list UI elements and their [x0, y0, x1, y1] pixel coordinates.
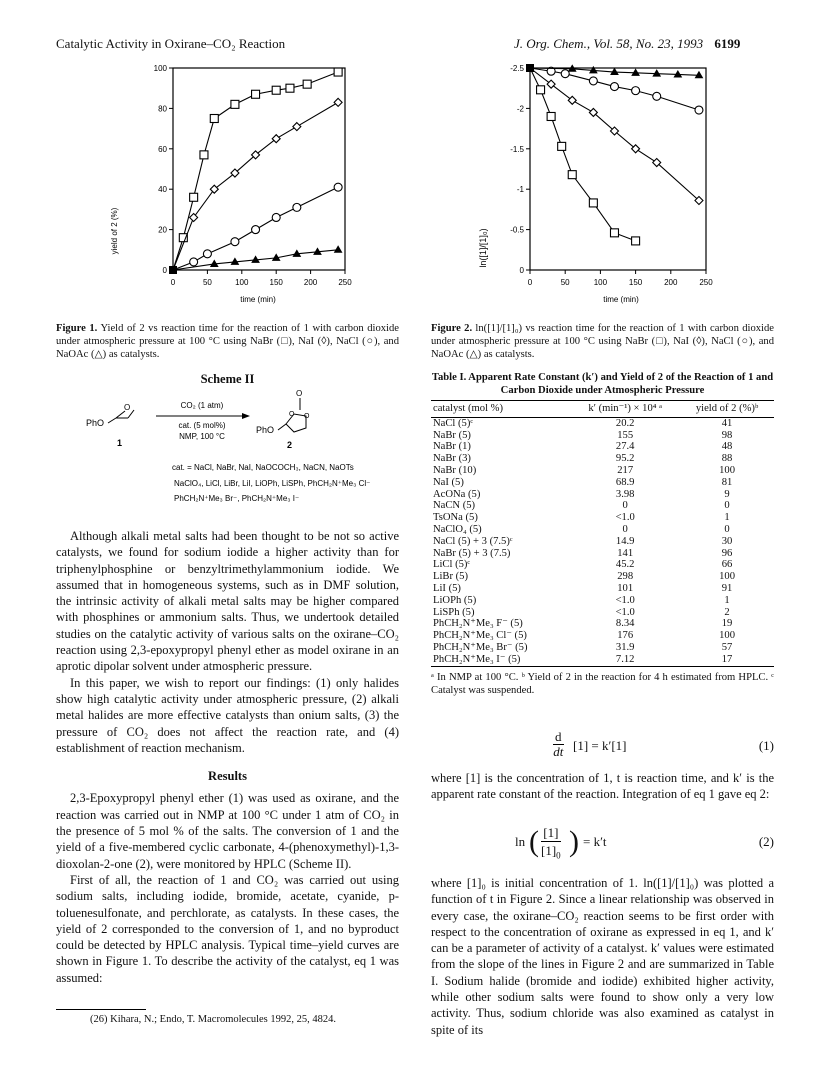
fig2-x-tick-label: 0: [527, 278, 533, 287]
table-row: [431, 583, 774, 595]
fig2-y-tick-label: -0.5: [510, 225, 524, 235]
table-cell: 7.12: [570, 654, 680, 666]
table-cell: 91: [721, 582, 733, 594]
fig1-point-square: [231, 100, 239, 108]
fig1-point-diamond: [293, 123, 301, 131]
table-cell: PhCH₂N⁺Me₃ Br⁻ (5): [433, 641, 528, 653]
fig1-y-tick-label: 60: [158, 144, 167, 154]
table-cell: PhCH₂N⁺Me₃ I⁻ (5): [431, 654, 570, 666]
table-row: [431, 524, 774, 536]
table-row: [431, 500, 774, 512]
fig2-point-square: [632, 237, 640, 245]
table-cell: 1: [724, 594, 730, 606]
fig1-point-triangle: [335, 246, 342, 252]
footnote-divider: [56, 1009, 146, 1010]
fig1-point-circle: [231, 238, 239, 246]
fig1-point-circle: [293, 203, 301, 211]
fig1-x-tick-label: 250: [338, 278, 352, 287]
fig2-ylabel: [478, 228, 488, 267]
arrow-below-text-1: cat. (5 mol%): [178, 421, 226, 430]
table-row: [431, 536, 774, 548]
table-cell: 68.9: [615, 476, 635, 488]
fig1-point-circle: [252, 226, 260, 234]
table-row: [431, 618, 774, 630]
fig2-y-tick-label: -1.5: [510, 144, 524, 154]
catalyst-line-3: PhCH₂N⁺Me₃ Br⁻, PhCH₂N⁺Me₃ I⁻: [174, 494, 300, 503]
running-header-left: Catalytic Activity in Oxirane–CO₂ Reaction: [56, 36, 286, 51]
fig1-point-square: [272, 86, 280, 94]
table-cell: 155: [617, 429, 634, 441]
table-cell: 0: [724, 500, 730, 512]
table-cell: 100: [719, 571, 735, 583]
table-cell: 3.98: [615, 488, 635, 500]
fig1-x-tick-label: 100: [235, 278, 249, 287]
table-cell: TsONa (5): [433, 512, 478, 524]
table-header-cell: yield of 2 (%)ᵇ: [680, 401, 774, 418]
paragraph-intro-1: Although alkali metal salts had been thought to be not so active catalysts, we found for sodium iodide a higher activity than for triphenylphosphine or benzyltrimethylammonium iodide. We assumed that in homogeneous systems, such as in DMF solution, the intrinsic activity of alkali metal salts may be higher compared with phosphines or ammonium salts. Thus, we undertook detailed studies on the catalytic activity of various salts on the oxirane–CO₂ reaction using 2,3-epoxypropyl phenyl ether as model oxirane in an aprotic dipolar solvent under atmospheric pressure.: [56, 529, 399, 674]
table-cell: <1.0: [615, 512, 635, 524]
table-row: [431, 630, 774, 642]
table-cell: 81: [721, 476, 733, 488]
fig2-point-circle: [653, 92, 661, 100]
equation-2-rhs: = k′t: [583, 834, 607, 849]
fig1-y-tick-label: 0: [162, 266, 167, 275]
table-cell: 17: [680, 654, 774, 666]
table-1-footnote: ᵃ In NMP at 100 °C. ᵇ Yield of 2 in the reaction for 4 h estimated from HPLC. ᶜ Catalyst was suspended.: [431, 671, 774, 696]
figure-2-caption-label: Figure 2.: [431, 323, 473, 334]
fig2-x-tick-label: 100: [593, 278, 608, 287]
table-cell: LiBr (5): [433, 571, 469, 583]
fig1-point-circle: [190, 258, 198, 266]
running-header-right: [514, 36, 740, 52]
left-column-body: [56, 528, 399, 986]
table-row: [431, 642, 774, 654]
catalyst-line-2: NaClO₄, LiCl, LiBr, LiI, LiOPh, LiSPh, PhCH₂N⁺Me₃ Cl⁻: [174, 479, 371, 488]
table-cell: PhCH₂N⁺Me₃ F⁻ (5): [433, 618, 523, 630]
fig2-x-tick-label: 50: [560, 278, 570, 287]
table-cell: 298: [617, 571, 634, 583]
figure-1-caption: [56, 322, 399, 361]
table-cell: 96: [721, 547, 733, 559]
table-cell: 95.2: [615, 453, 635, 465]
eq2-fraction: [1] $[1]_0$: [541, 825, 561, 861]
fig2-point-circle: [695, 106, 703, 114]
fig1-point-square: [303, 80, 311, 88]
catalyst-line-1: cat. = NaCl, NaBr, NaI, NaOCOCH₃, NaCN, NaOTs: [172, 463, 354, 472]
table-row: [431, 607, 774, 619]
arrow-below-text-2: NMP, 100 °C: [179, 432, 225, 441]
table-row: [431, 571, 774, 583]
table-cell: LiOPh (5): [433, 594, 477, 606]
table-cell: 0: [622, 523, 628, 535]
table-cell: 141: [617, 547, 634, 559]
table-cell: NaBr (5): [433, 429, 471, 441]
fig1-point-circle: [272, 213, 280, 221]
fig1-y-tick-label: 80: [158, 104, 167, 114]
results-heading: Results: [208, 769, 247, 784]
figure-1-chart: [95, 58, 385, 313]
fig2-point-square: [589, 199, 597, 207]
table-cell: 66: [721, 559, 733, 571]
fig1-origin-point: [169, 266, 177, 274]
fig1-x-tick-label: 0: [170, 278, 176, 287]
table-cell: NaBr (5) + 3 (7.5): [433, 547, 511, 559]
fig2-point-square: [558, 142, 566, 150]
fig2-y-tick-label: 0: [519, 266, 524, 275]
table-cell: 31.9: [615, 641, 635, 653]
equation-1-number: (1): [758, 738, 774, 753]
fig1-x-tick-label: 150: [269, 278, 283, 287]
table-cell: 100: [719, 630, 735, 642]
table-cell: 48: [721, 441, 733, 453]
page-number: 6199: [714, 36, 741, 51]
equation-2: ln ( [1] $[1]_0$ ) = k′t (2): [431, 822, 774, 866]
table-cell: 20.2: [615, 417, 635, 429]
fig2-y-tick-label: -2: [516, 104, 524, 114]
table-row: [431, 654, 774, 666]
table-row: [431, 417, 774, 429]
table-cell: LiCl (5)ᶜ: [433, 559, 471, 571]
fig2-point-square: [537, 86, 545, 94]
table-cell: 27.4: [615, 441, 635, 453]
figure-1-caption-label: Figure 1.: [56, 323, 98, 334]
figure-2-caption-text: ln([1]/[1]₀) vs reaction time for the reaction of 1 with carbon dioxide under atmospheric pressure at 100 °C using NaBr (□), NaI (◊), NaCl (○), and NaOAc (△) as catalysts.: [431, 323, 774, 360]
fig2-plot-frame: [530, 68, 706, 270]
paragraph-intro-2: In this paper, we wish to report our findings: (1) only halides show high catalytic activity under atmospheric pressure, (2) alkali metal halides are more effective catalysts than onium salts, (3) the pressure of CO₂ does not affect the reaction rate, and (4) establishment of reaction mechanism.: [56, 675, 399, 755]
equation-2-number: (2): [758, 834, 774, 849]
table-cell: NaClO₄ (5): [433, 523, 482, 535]
table-cell: LiI (5): [433, 582, 461, 594]
equation-1-body: [1] = k′[1]: [573, 738, 627, 753]
fig2-x-tick-label: 250: [699, 278, 713, 287]
table-row: [431, 595, 774, 607]
fig1-x-tick-label: 200: [303, 278, 318, 287]
svg-text:O: O: [296, 389, 303, 398]
table-cell: 14.9: [615, 535, 635, 547]
table-cell: NaI (5): [433, 476, 464, 488]
table-cell: NaCl (5)ᶜ: [433, 417, 474, 429]
figure-2-chart: [468, 58, 758, 313]
table-cell: PhCH₂N⁺Me₃ Cl⁻ (5): [433, 630, 527, 642]
product-pho-label: PhO: [256, 425, 275, 435]
right-paragraph-1: where [1] is the concentration of 1, t is reaction time, and k′ is the apparent rate constant of the reaction. Integration of eq 1 gave eq 2:: [431, 771, 774, 802]
table-cell: 19: [721, 618, 733, 630]
fig1-xlabel: time (min): [240, 295, 276, 304]
table-cell: 0: [622, 500, 628, 512]
reactant-pho-label: PhO: [86, 418, 105, 428]
derivative-operator: d dt: [553, 729, 564, 759]
right-paragraph-2: where [1]₀ is initial concentration of 1. ln([1]/[1]₀) was plotted a function of t in Figure 2. Since a linear relationship was observed in every case, the oxirane–CO₂ reaction seems to be first order with respect to the concentration of oxirane as expressed in eq 1, and k′ can be a parameter of activity of a catalyst. k′ values were estimated from the slope of the lines in Figure 2 and are summarized in Table I. Sodium halide (bromide and iodide) exhibited higher activity, while other sodium salts were found to show only a very low activity. Thus, sodium chloride was also examined as catalyst in spite of its: [431, 876, 774, 1037]
eq2-ln: ln: [515, 834, 526, 849]
fig2-point-circle: [610, 83, 618, 91]
table-cell: LiSPh (5): [433, 606, 475, 618]
table-header-cell: k′ (min⁻¹) × 10⁴ ᵃ: [570, 401, 680, 418]
table-cell: 176: [617, 630, 634, 642]
fig2-ylabel-text: ln([1]/[1]₀): [478, 228, 488, 268]
table-row: [431, 512, 774, 524]
table-1: [431, 371, 774, 697]
fig2-point-circle: [632, 87, 640, 95]
fig2-xlabel: time (min): [603, 295, 639, 304]
scheme-title: Scheme II: [200, 372, 255, 386]
table-cell: 2: [724, 606, 730, 618]
fig1-point-square: [334, 68, 342, 76]
svg-text:O: O: [289, 411, 295, 418]
table-cell: 101: [617, 582, 634, 594]
table-cell: 30: [721, 535, 733, 547]
figure-1-caption-text: Yield of 2 vs reaction time for the reaction of 1 with carbon dioxide under atmospheric pressure at 100 °C using NaBr (□), NaI (◊), NaCl (○), and NaOAc (△) as catalysts.: [56, 323, 399, 360]
table-row: [431, 489, 774, 501]
product-carbonate: [256, 389, 310, 435]
table-cell: 45.2: [615, 559, 635, 571]
arrow-above-text: CO₂ (1 atm): [180, 401, 224, 410]
table-cell: <1.0: [615, 606, 635, 618]
fig1-point-diamond: [334, 98, 342, 106]
fig1-ylabel: yield of 2 (%): [110, 207, 119, 255]
table-cell: NaBr (3): [433, 453, 471, 465]
fig1-point-diamond: [190, 213, 198, 221]
fig2-x-tick-label: 150: [628, 278, 643, 287]
svg-text:O: O: [304, 413, 310, 420]
paragraph-results-1: 2,3-Epoxypropyl phenyl ether (1) was used as oxirane, and the reaction was carried out in NMP at 100 °C under 1 atm of CO₂ in the presence of 5 mol % of the salts. The conversion of 1 and the yield of a five-membered cyclic carbonate, 4-(phenoxymethyl)-1,3-dioxolan-2-one (2), were monitored by HPLC (Scheme II).: [56, 791, 399, 871]
paragraph-results-2: First of all, the reaction of 1 and CO₂ was carried out using sodium salts, including iodide, bromide, acetate, cyanide, p-toluenesulfonate, and perchlorate, as catalysts. In these cases, the yield of 2 corresponded to the conversion of 1, and no byproduct could be detected by HPLC analysis. Typical time–yield curves are shown in Figure 1. To describe the activity of the catalyst, eq 1 was assumed:: [56, 872, 399, 985]
table-cell: 1: [724, 512, 730, 524]
table-cell: 41: [721, 417, 733, 429]
fig1-point-square: [286, 84, 294, 92]
footnote-26: (26) Kihara, N.; Endo, T. Macromolecules 1992, 25, 4824.: [90, 1014, 337, 1025]
table-row: [431, 441, 774, 453]
fig2-point-square: [610, 229, 618, 237]
reactant-epoxide: [86, 403, 134, 428]
table-cell: NaBr (1): [433, 441, 471, 453]
table-cell: 9: [724, 488, 730, 500]
fig1-y-tick-label: 40: [158, 185, 167, 195]
table-row: [431, 548, 774, 560]
fig1-series-line-diamond: [173, 102, 338, 270]
scheme-ii-diagram: [84, 388, 394, 518]
table-row: [431, 477, 774, 489]
table-cell: 8.34: [615, 618, 635, 630]
fig1-series-line-square: [173, 72, 338, 270]
table-cell: 57: [721, 641, 733, 653]
table-header-cell: catalyst (mol %): [431, 401, 570, 418]
fig1-point-circle: [203, 250, 211, 258]
table-row: [431, 559, 774, 571]
fig1-y-tick-label: 20: [158, 225, 167, 235]
fig1-point-square: [190, 193, 198, 201]
table-cell: 88: [721, 453, 733, 465]
reactant-number: 1: [117, 438, 123, 448]
table-cell: 0: [724, 523, 730, 535]
fig2-point-circle: [589, 77, 597, 85]
fig2-series-line-square: [530, 68, 636, 241]
table-1-title: Table I. Apparent Rate Constant (k′) and Yield of 2 of the Reaction of 1 and Carbon Dioxide under Atmospheric Pressure: [431, 372, 774, 396]
fig1-point-square: [252, 90, 260, 98]
table-row: [431, 465, 774, 477]
table-cell: NaCl (5) + 3 (7.5)ᶜ: [433, 535, 513, 547]
fig1-point-square: [200, 151, 208, 159]
table-1-grid: [431, 400, 774, 667]
table-cell: 217: [617, 464, 634, 476]
table-cell: AcONa (5): [433, 488, 481, 500]
fig2-point-square: [568, 171, 576, 179]
table-cell: 100: [719, 464, 735, 476]
fig2-origin-point: [526, 64, 534, 72]
fig2-point-circle: [561, 70, 569, 78]
fig1-point-square: [210, 115, 218, 123]
figure-2-caption: [431, 322, 774, 361]
table-cell: <1.0: [615, 594, 635, 606]
table-row: [431, 430, 774, 442]
table-cell: 98: [721, 429, 733, 441]
table-row: [431, 453, 774, 465]
fig2-y-tick-label: -1: [516, 185, 524, 195]
fig1-x-tick-label: 50: [202, 278, 212, 287]
fig1-y-tick-label: 100: [153, 64, 167, 73]
table-cell: NaCN (5): [433, 500, 476, 512]
journal-citation: J. Org. Chem., Vol. 58, No. 23, 1993: [514, 36, 704, 51]
table-cell: NaBr (10): [433, 464, 477, 476]
fig1-point-circle: [334, 183, 342, 191]
fig2-y-tick-label: -2.5: [510, 64, 524, 73]
fig2-x-tick-label: 200: [664, 278, 678, 287]
svg-text:O: O: [124, 403, 131, 412]
product-number: 2: [287, 440, 293, 450]
fig2-point-square: [547, 112, 555, 120]
